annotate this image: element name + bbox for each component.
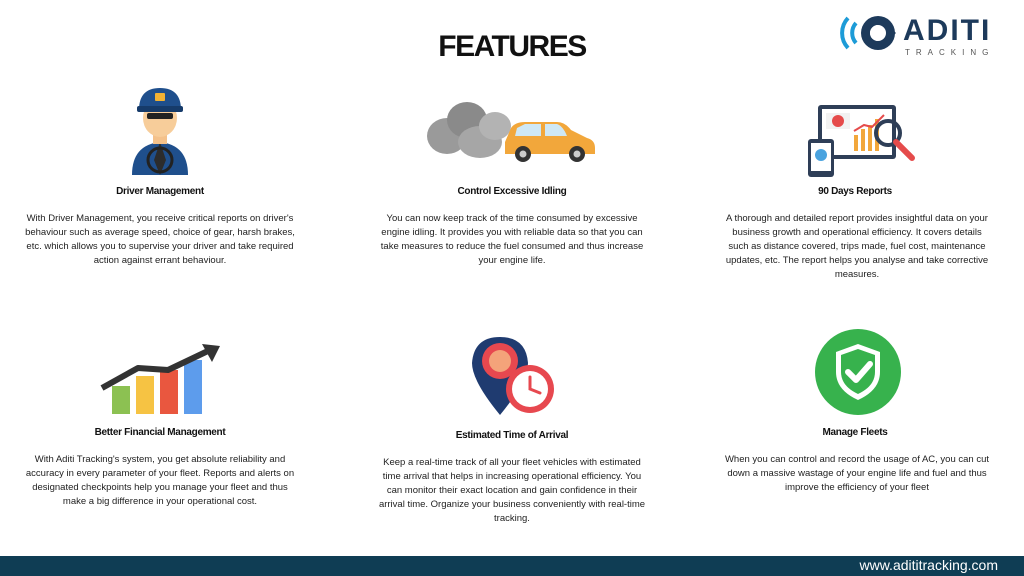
shield-check-icon <box>814 328 902 421</box>
feature-desc-control-excessive-idling: You can now keep track of the time consumed by excessive engine idling. It provides you with reliable data so that you can take measures to reduce the fuel consumed and thus increase your engine life. <box>380 213 644 266</box>
footer-bar <box>0 556 1024 576</box>
growth-chart-icon <box>98 342 223 422</box>
location-clock-icon <box>468 335 563 425</box>
feature-title-better-financial-management: Better Financial Management <box>94 427 226 438</box>
driver-icon <box>120 80 200 180</box>
logo-tagline: TRACKING <box>905 48 995 57</box>
feature-title-driver-management: Driver Management <box>116 186 204 197</box>
feature-desc-estimated-time-of-arrival: Keep a real-time track of all your fleet vehicles with estimated time arrival that helps in increasing operational efficiency. You can monitor their exact location and gain confidence in their arrival time. Organize your business conveniently with real-time tracking. <box>378 457 646 524</box>
footer-website-link[interactable]: www.adititracking.com <box>859 557 998 573</box>
logo-wordmark: ADITI <box>903 14 992 47</box>
report-dashboard-icon <box>808 103 918 183</box>
feature-desc-driver-management: With Driver Management, you receive critical reports on driver's behaviour such as average speed, choice of gear, harsh brakes, etc. which allows you to supervise your driver and take required action against errant behaviour. <box>25 213 295 266</box>
feature-title-manage-fleets: Manage Fleets <box>822 427 888 438</box>
feature-desc-better-financial-management: With Aditi Tracking's system, you get absolute reliability and accuracy in every parameter of your fleet. Reports and alerts on designated checkpoints help you manage your fleet and thus make a big difference in your operational cost. <box>25 454 295 507</box>
aditi-tracking-logo[interactable] <box>838 10 998 60</box>
feature-title-control-excessive-idling: Control Excessive Idling <box>457 186 567 197</box>
feature-title-estimated-time-of-arrival: Estimated Time of Arrival <box>455 430 569 441</box>
page-title: FEATURES <box>438 30 586 63</box>
car-smoke-icon <box>425 98 600 171</box>
feature-desc-90-days-reports: A thorough and detailed report provides insightful data on your business growth and operational efficiency. It covers details such as distance covered, trips made, fuel cost, maintenance updates, etc. The report helps you analyse and take corrective measures. <box>725 213 989 280</box>
logo-signal-icon <box>838 10 900 56</box>
feature-title-90-days-reports: 90 Days Reports <box>818 186 892 197</box>
feature-desc-manage-fleets: When you can control and record the usage of AC, you can cut down a massive wastage of your engine life and fuel and thus improve the efficiency of your fleet <box>724 454 990 493</box>
